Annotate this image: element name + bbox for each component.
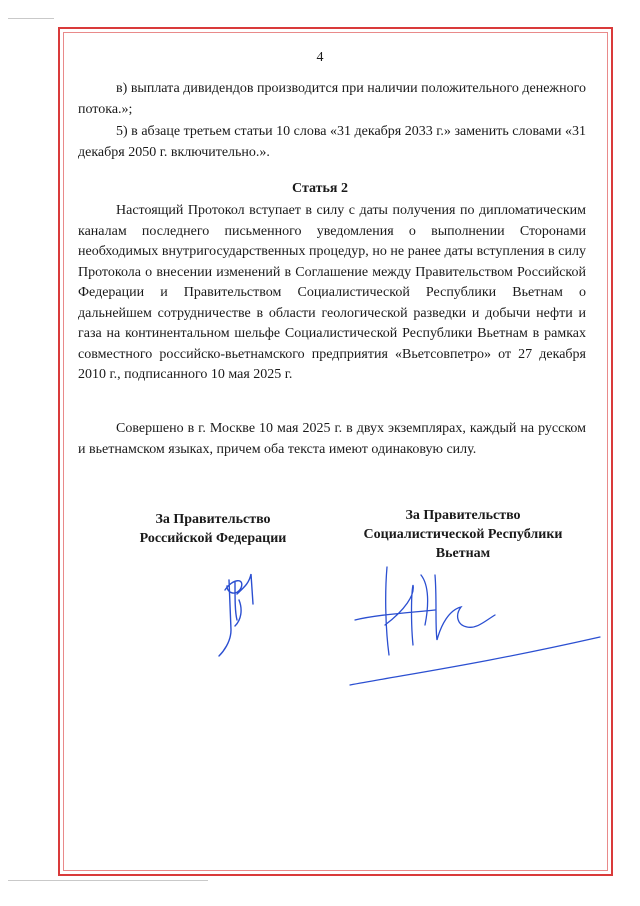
scan-artifact xyxy=(8,18,54,19)
paragraph-text: Настоящий Протокол вступает в силу с даты получения по дипломатическим каналам последнего письменного уведомления о выполнении Сторонами необходимых внутригосударственных процедур, но не ранее даты вступления в силу Протокола о внесении изменений в Соглашение между Правительством Российской Федерации и Правительством Социалистической Республики Вьетнам о дальнейшем сотрудничестве в области геологической разведки и добычи нефти и газа на континентальном шельфе Социалистической Республики Вьетнам в рамках совместного российско-вьетнамского предприятия «Вьетсовпетро» от 27 декабря 2010 г., подписанного 10 мая 2025 г. xyxy=(78,203,586,382)
signatory-line: Вьетнам xyxy=(435,546,491,561)
paragraph-done-at xyxy=(78,419,586,460)
signature-russia xyxy=(205,560,265,660)
signatory-line: Социалистической Республики xyxy=(363,527,563,542)
signatory-line: За Правительство xyxy=(155,512,271,527)
signatory-line: За Правительство xyxy=(405,508,521,523)
paragraph-text: Совершено в г. Москве 10 мая 2025 г. в двух экземплярах, каждый на русском и вьетнамском языках, причем оба текста имеют одинаковую силу. xyxy=(78,421,586,457)
paragraph-amendment xyxy=(78,122,586,163)
paragraph-text: в) выплата дивидендов производится при наличии положительного денежного потока.»; xyxy=(78,81,586,117)
paragraph-entry-into-force xyxy=(78,201,586,386)
article-title: Статья 2 xyxy=(292,181,348,196)
signatory-line: Российской Федерации xyxy=(139,531,287,546)
paragraph-dividends xyxy=(78,79,586,120)
page-number: 4 xyxy=(316,50,324,65)
paragraph-text: 5) в абзаце третьем статьи 10 слова «31 декабря 2033 г.» заменить словами «31 декабря 2050 г. включительно.». xyxy=(78,124,586,160)
signature-vietnam xyxy=(345,555,605,695)
signatory-russia xyxy=(118,510,308,548)
scan-artifact xyxy=(8,880,208,881)
